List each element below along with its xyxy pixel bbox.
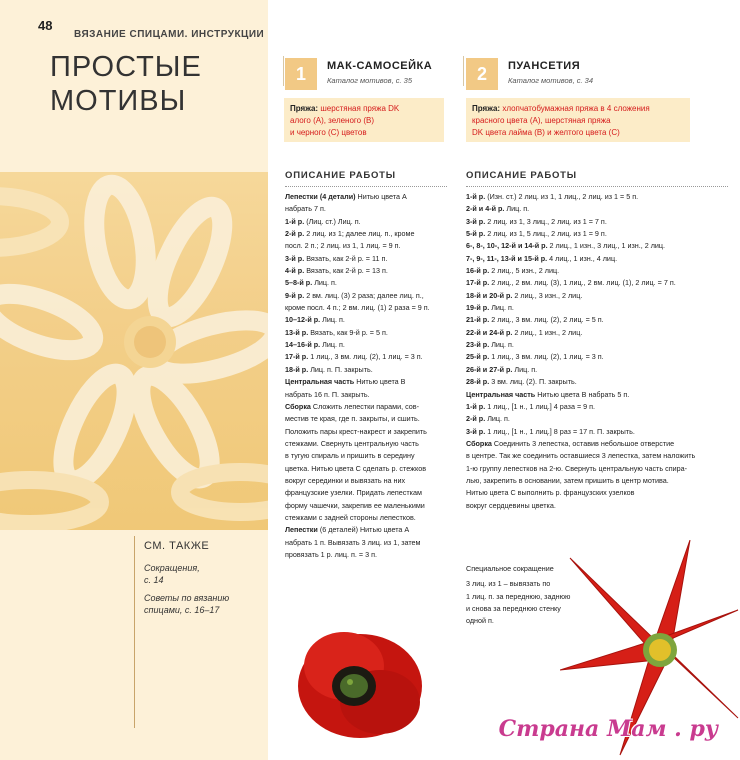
- row-label: 25-й р.: [466, 352, 490, 362]
- page-number: 48: [38, 18, 53, 33]
- row-text: 1-ю группу лепестков на 2-ю. Свернуть центральную часть спира-: [466, 463, 687, 473]
- yarn-text: красного цвета (A), шерстяная пряжа: [472, 116, 611, 125]
- special-abbreviation-line: одной п.: [466, 616, 494, 626]
- row-label: 21-й р.: [466, 315, 490, 325]
- instruction-line: [285, 302, 460, 314]
- column-divider: [283, 56, 284, 86]
- row-label: 17-й р.: [285, 352, 309, 362]
- instruction-line: [466, 475, 734, 487]
- row-label: 10–12-й р.: [285, 315, 321, 325]
- row-text: французские узелки. Придать лепесткам: [285, 488, 422, 498]
- instruction-line: [285, 413, 460, 425]
- row-text: 2 лиц., 5 изн., 2 лиц.: [489, 266, 560, 276]
- divider: [285, 186, 447, 187]
- row-text: Лиц. п.: [504, 204, 530, 214]
- row-label: 7-, 9-, 11-, 13-й и 15-й р.: [466, 253, 548, 263]
- row-text: 3 вм. лиц. (2). П. закрыть.: [489, 377, 577, 387]
- row-text: кроме посл. 4 п.; 2 вм. лиц. (1) 2 раза = 9 п.: [285, 303, 430, 313]
- row-text: (6 деталей) Нитью цвета A: [317, 525, 410, 535]
- instruction-line: [466, 265, 734, 277]
- instruction-line: [466, 253, 734, 265]
- row-text: Нитью цвета B набрать 5 п.: [535, 389, 630, 399]
- row-label: 23-й р.: [466, 340, 490, 350]
- instruction-line: [285, 389, 460, 401]
- instruction-line: [466, 463, 734, 475]
- row-text: Положить пары крест-накрест и закрепить: [285, 426, 427, 436]
- row-label: 6-, 8-, 10-, 12-й и 14-й р.: [466, 241, 548, 251]
- site-watermark: Страна Мам . ру: [498, 716, 718, 742]
- instruction-line: [285, 438, 460, 450]
- instruction-line: [466, 191, 734, 203]
- instruction-line: [466, 327, 734, 339]
- instruction-line: [285, 351, 460, 363]
- motif-1-instructions: [285, 191, 460, 561]
- row-text: местив те края, где п. закрыты, и сшить.: [285, 414, 420, 424]
- row-text: Лиц. п.: [312, 278, 337, 288]
- row-text: Сложить лепестки парами, сов-: [310, 401, 419, 411]
- special-abbreviation-title: Специальное сокращение: [466, 564, 554, 573]
- row-text: Лиц. п.: [512, 364, 538, 374]
- row-text: 1 лиц., [1 н., 1 лиц.] 8 раз = 17 п. П. закрыть.: [485, 426, 635, 436]
- description-header: ОПИСАНИЕ РАБОТЫ: [285, 170, 396, 181]
- instruction-line: [285, 401, 460, 413]
- yarn-text: и черного (C) цветов: [290, 128, 367, 137]
- row-text: 2 лиц. из 1, 5 лиц., 2 лиц. из 1 = 9 п.: [485, 229, 607, 239]
- row-label: 5–8-й р.: [285, 278, 313, 288]
- row-label: 18-й и 20-й р.: [466, 290, 513, 300]
- section-header: ВЯЗАНИЕ СПИЦАМИ. ИНСТРУКЦИИ: [74, 29, 265, 40]
- instruction-line: [285, 537, 460, 549]
- see-also-title: СМ. ТАКЖЕ: [144, 540, 210, 552]
- row-label: 1-й р.: [466, 401, 486, 411]
- instruction-line: [466, 487, 734, 499]
- instruction-line: [285, 327, 460, 339]
- row-label: Центральная часть: [466, 389, 536, 399]
- row-label: 13-й р.: [285, 327, 309, 337]
- row-text: Лиц. п.: [320, 315, 345, 325]
- row-text: форму чашечки, закрепив ее маленькими: [285, 500, 425, 510]
- row-text: провязать 1 р. лиц. п. = 3 п.: [285, 549, 377, 559]
- row-text: набрать 7 п.: [285, 204, 326, 214]
- instruction-line: [466, 302, 734, 314]
- instruction-line: [285, 500, 460, 512]
- row-label: 2-й р.: [466, 414, 486, 424]
- see-also-box: [134, 536, 255, 728]
- instruction-line: [466, 401, 734, 413]
- row-text: 2 лиц., 3 изн., 2 лиц.: [512, 290, 583, 300]
- row-label: 22-й и 24-й р.: [466, 327, 513, 337]
- row-text: Лиц. п.: [489, 303, 514, 313]
- see-also-item: Сокращения,: [144, 563, 200, 573]
- instruction-line: [285, 487, 460, 499]
- row-label: 16-й р.: [466, 266, 490, 276]
- instruction-line: [285, 512, 460, 524]
- instruction-line: [285, 450, 460, 462]
- motif-catalog-ref: Каталог мотивов, с. 35: [327, 76, 413, 85]
- title-line-1: ПРОСТЫЕ: [50, 51, 202, 83]
- row-text: Вязать, как 9-й р. = 5 п.: [308, 327, 388, 337]
- row-text: Нитью цвета C выполнить р. французских узелков: [466, 488, 635, 498]
- row-label: 17-й р.: [466, 278, 490, 288]
- yarn-closeup-photo: [0, 172, 268, 530]
- row-label: 19-й р.: [466, 303, 490, 313]
- motif-number-badge: 2: [466, 58, 498, 90]
- instruction-line: [285, 216, 460, 228]
- instruction-line: [466, 290, 734, 302]
- row-text: набрать 1 п. Вывязать 3 лиц. из 1, затем: [285, 537, 421, 547]
- row-label: Сборка: [285, 401, 311, 411]
- row-text: Лиц. п. П. закрыть.: [308, 364, 373, 374]
- row-label: 26-й и 27-й р.: [466, 364, 513, 374]
- row-text: Вязать, как 2-й р. = 13 п.: [304, 266, 388, 276]
- row-text: Вязать, как 2-й р. = 11 п.: [304, 253, 388, 263]
- column-divider: [463, 56, 464, 86]
- special-abbreviation-line: и снова за переднюю стенку: [466, 604, 561, 614]
- row-label: 1-й р.: [285, 216, 305, 226]
- row-text: 2 лиц. из 1; далее лиц. п., кроме: [304, 229, 415, 239]
- yarn-text: шерстяная пряжа DK: [320, 104, 400, 113]
- instruction-line: [466, 351, 734, 363]
- row-text: (Лиц. ст.) Лиц. п.: [304, 216, 361, 226]
- row-label: 5-й р.: [466, 229, 486, 239]
- yarn-text: хлопчатобумажная пряжа в 4 сложения: [502, 104, 650, 113]
- row-label: 28-й р.: [466, 377, 490, 387]
- instruction-line: [285, 277, 460, 289]
- yarn-info-box: [284, 98, 444, 142]
- yarn-text: DK цвета лайма (B) и желтого цвета (C): [472, 128, 620, 137]
- row-text: 1 лиц., 3 вм. лиц. (2), 1 лиц. = 3 п.: [489, 352, 604, 362]
- instruction-line: [285, 228, 460, 240]
- row-label: Лепестки: [285, 525, 318, 535]
- row-text: 1 лиц., 3 вм. лиц. (2), 1 лиц. = 3 п.: [308, 352, 423, 362]
- instruction-line: [466, 364, 734, 376]
- row-label: 4-й р.: [285, 266, 305, 276]
- motif-catalog-ref: Каталог мотивов, с. 34: [508, 76, 594, 85]
- row-text: 1 лиц., [1 н., 1 лиц.] 4 раза = 9 п.: [485, 401, 596, 411]
- row-text: Соединить 3 лепестка, оставив небольшое отверстие: [491, 438, 675, 448]
- see-also-item: Советы по вязанию: [144, 593, 230, 603]
- row-text: вокруг серединки и вывязать на них: [285, 475, 406, 485]
- row-text: в тугую спираль и пришить в середину: [285, 451, 415, 461]
- instruction-line: [285, 290, 460, 302]
- instruction-line: [466, 203, 734, 215]
- row-label: Центральная часть: [285, 377, 355, 387]
- yarn-info-box: [466, 98, 690, 142]
- row-label: Сборка: [466, 438, 492, 448]
- row-label: 3-й р.: [285, 253, 305, 263]
- row-label: 18-й р.: [285, 364, 309, 374]
- instruction-line: [466, 277, 734, 289]
- row-text: Нитью цвета B: [354, 377, 406, 387]
- row-text: стежками с задней стороны лепестков.: [285, 512, 416, 522]
- row-text: лью, закрепить в основании, затем пришить в центр мотива.: [466, 475, 669, 485]
- instruction-line: [466, 228, 734, 240]
- special-abbreviation-line: 1 лиц. п. за переднюю, заднюю: [466, 591, 571, 601]
- instruction-line: [285, 463, 460, 475]
- row-label: 3-й р.: [466, 426, 486, 436]
- motif-number-badge: 1: [285, 58, 317, 90]
- yarn-text: алого (A), зеленого (B): [290, 116, 375, 125]
- instruction-line: [285, 376, 460, 388]
- row-text: цветка. Нитью цвета C сделать р. стежков: [285, 463, 427, 473]
- see-also-item: с. 14: [144, 575, 164, 585]
- instruction-line: [285, 339, 460, 351]
- row-label: 3-й р.: [466, 216, 486, 226]
- instruction-line: [285, 314, 460, 326]
- row-text: стежками. Свернуть центральную часть: [285, 438, 419, 448]
- row-text: 4 лиц., 1 изн., 4 лиц.: [547, 253, 618, 263]
- row-text: 2 лиц. из 1, 3 лиц., 2 лиц. из 1 = 7 п.: [485, 216, 607, 226]
- row-label: 1-й р.: [466, 192, 486, 201]
- instruction-line: [466, 413, 734, 425]
- instruction-line: [466, 240, 734, 252]
- divider: [466, 186, 728, 187]
- row-label: 2-й и 4-й р.: [466, 204, 505, 214]
- row-text: 2 лиц., 2 вм. лиц. (3), 1 лиц., 2 вм. лиц. (1), 2 лиц. = 7 п.: [489, 278, 676, 288]
- page-title: [50, 50, 202, 118]
- instruction-line: [466, 426, 734, 438]
- instruction-line: [285, 191, 460, 203]
- motif-title: ПУАНСЕТИЯ: [508, 60, 581, 72]
- row-text: 2 лиц., 1 изн., 3 лиц., 1 изн., 2 лиц.: [547, 241, 666, 251]
- row-text: 2 вм. лиц. (3) 2 раза; далее лиц. п.,: [304, 290, 424, 300]
- row-label: 2-й р.: [285, 229, 305, 239]
- motif-2-instructions: [466, 191, 734, 512]
- row-text: набрать 16 п. П. закрыть.: [285, 389, 370, 399]
- instruction-line: [285, 265, 460, 277]
- motif-title: МАК-САМОСЕЙКА: [327, 60, 433, 72]
- row-text: (Изн. ст.) 2 лиц. из 1, 1 лиц., 2 лиц. из 1 = 5 п.: [485, 192, 639, 201]
- row-text: вокруг сердцевины цветка.: [466, 500, 556, 510]
- yarn-label: Пряжа:: [290, 104, 319, 113]
- instruction-line: [466, 389, 734, 401]
- row-text: 2 лиц., 1 изн., 2 лиц.: [512, 327, 583, 337]
- row-label: 9-й р.: [285, 290, 305, 300]
- yarn-label: Пряжа:: [472, 104, 501, 113]
- instruction-line: [285, 524, 460, 536]
- instruction-line: [466, 314, 734, 326]
- row-text: в центре. Так же соединить оставшиеся 3 лепестка, затем наложить: [466, 451, 696, 461]
- instruction-line: [466, 376, 734, 388]
- instruction-line: [285, 549, 460, 561]
- poppy-motif-photo: [292, 622, 432, 740]
- instruction-line: [285, 253, 460, 265]
- row-label: Лепестки (4 детали): [285, 192, 356, 201]
- instruction-line: [285, 203, 460, 215]
- description-header: ОПИСАНИЕ РАБОТЫ: [466, 170, 577, 181]
- row-text: 2 лиц., 3 вм. лиц. (2), 2 лиц. = 5 п.: [489, 315, 604, 325]
- see-also-item: спицами, с. 16–17: [144, 605, 220, 615]
- title-line-2: МОТИВЫ: [50, 85, 187, 117]
- instruction-line: [466, 216, 734, 228]
- instruction-line: [466, 450, 734, 462]
- row-text: Лиц. п.: [320, 340, 345, 350]
- instruction-line: [285, 426, 460, 438]
- instruction-line: [285, 240, 460, 252]
- instruction-line: [285, 364, 460, 376]
- row-text: Лиц. п.: [489, 340, 514, 350]
- row-text: посл. 2 п.; 2 лиц. из 1, 1 лиц. = 9 п.: [285, 241, 401, 251]
- instruction-line: [466, 500, 734, 512]
- instruction-line: [466, 339, 734, 351]
- special-abbreviation-line: 3 лиц. из 1 – вывязать по: [466, 579, 551, 589]
- row-text: Лиц. п.: [485, 414, 510, 424]
- row-label: 14–16-й р.: [285, 340, 321, 350]
- instruction-line: [285, 475, 460, 487]
- row-text: Нитью цвета A: [355, 192, 407, 201]
- instruction-line: [466, 438, 734, 450]
